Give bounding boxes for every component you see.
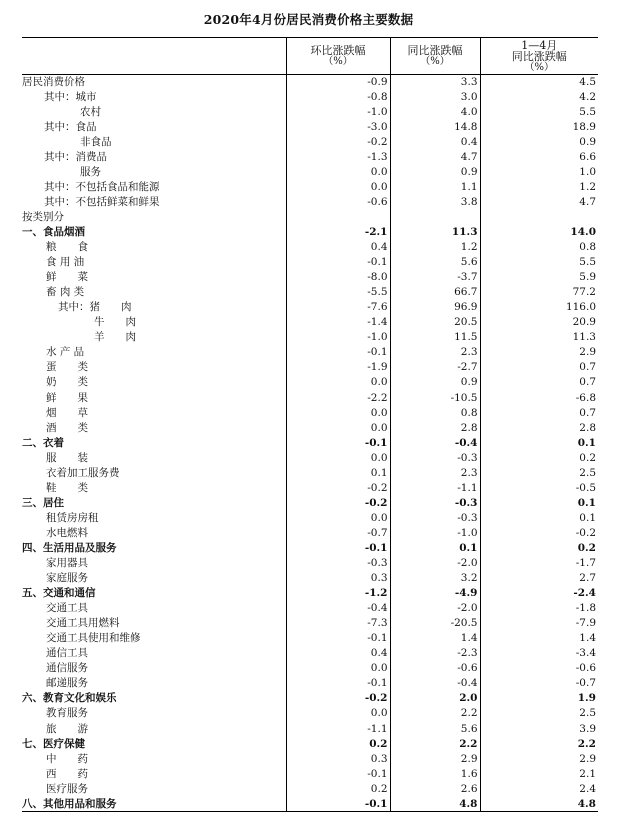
ytd-value: -0.7 xyxy=(480,676,598,691)
yoy-value: 4.8 xyxy=(390,797,480,812)
row-label: 非食品 xyxy=(80,135,112,148)
mom-value: 0.0 xyxy=(286,375,390,390)
yoy-value: -1.1 xyxy=(390,481,480,496)
ytd-value: -0.6 xyxy=(480,661,598,676)
ytd-value: -6.8 xyxy=(480,390,598,405)
yoy-value: 3.2 xyxy=(390,571,480,586)
row-label: 其中：食品 xyxy=(44,120,97,133)
table-row xyxy=(22,466,598,481)
ytd-value: 4.8 xyxy=(480,797,598,812)
yoy-value: 2.0 xyxy=(390,691,480,706)
table-row xyxy=(22,541,598,556)
mom-value: 0.2 xyxy=(286,737,390,752)
mom-value: -3.0 xyxy=(286,120,390,135)
table-body xyxy=(22,75,598,812)
ytd-value: -3.4 xyxy=(480,646,598,661)
row-label: 服 装 xyxy=(46,451,88,464)
table-row xyxy=(22,75,598,90)
yoy-value: 2.3 xyxy=(390,345,480,360)
ytd-value xyxy=(480,210,598,225)
ytd-value: 2.2 xyxy=(480,737,598,752)
row-label: 居民消费价格 xyxy=(22,75,85,88)
row-label: 服务 xyxy=(80,165,101,178)
yoy-value: 3.8 xyxy=(390,195,480,210)
row-label: 四、生活用品及服务 xyxy=(22,541,117,554)
table-row xyxy=(22,406,598,421)
row-label: 奶 类 xyxy=(46,376,88,389)
ytd-value: 1.9 xyxy=(480,691,598,706)
row-label: 通信服务 xyxy=(46,662,88,675)
yoy-value: 0.1 xyxy=(390,541,480,556)
mom-value: 0.3 xyxy=(286,571,390,586)
mom-value: -0.6 xyxy=(286,195,390,210)
yoy-value: 96.9 xyxy=(390,300,480,315)
yoy-value: -4.9 xyxy=(390,586,480,601)
table-row xyxy=(22,210,598,225)
table-row xyxy=(22,270,598,285)
row-label: 其中：城市 xyxy=(44,90,97,103)
row-label: 按类别分 xyxy=(22,210,64,223)
ytd-value: 6.6 xyxy=(480,150,598,165)
row-label: 一、食品烟酒 xyxy=(22,225,85,238)
table-row xyxy=(22,165,598,180)
yoy-value: -0.4 xyxy=(390,436,480,451)
yoy-value: 2.6 xyxy=(390,782,480,797)
mom-value: -0.2 xyxy=(286,481,390,496)
mom-value: -0.1 xyxy=(286,541,390,556)
mom-value: -0.1 xyxy=(286,436,390,451)
mom-value: -2.2 xyxy=(286,390,390,405)
table-row xyxy=(22,90,598,105)
row-label: 西 药 xyxy=(46,767,88,780)
row-label: 租赁房房租 xyxy=(46,511,99,524)
table-row xyxy=(22,360,598,375)
table-row xyxy=(22,330,598,345)
mom-value: 0.0 xyxy=(286,421,390,436)
yoy-value: 11.3 xyxy=(390,225,480,240)
yoy-value: -1.0 xyxy=(390,526,480,541)
row-label: 水 产 品 xyxy=(46,346,85,359)
yoy-value: 14.8 xyxy=(390,120,480,135)
ytd-value: 77.2 xyxy=(480,285,598,300)
mom-value: 0.0 xyxy=(286,180,390,195)
ytd-value: -0.5 xyxy=(480,481,598,496)
row-label: 粮 食 xyxy=(46,241,88,254)
ytd-value: 5.5 xyxy=(480,105,598,120)
mom-value: 0.4 xyxy=(286,240,390,255)
ytd-value: -0.2 xyxy=(480,526,598,541)
yoy-value: 0.8 xyxy=(390,406,480,421)
ytd-value: 0.8 xyxy=(480,240,598,255)
table-row xyxy=(22,676,598,691)
ytd-value: 2.5 xyxy=(480,466,598,481)
yoy-value: 2.3 xyxy=(390,466,480,481)
header-mom-unit: （%） xyxy=(323,56,353,67)
yoy-value: -0.3 xyxy=(390,451,480,466)
table-row xyxy=(22,481,598,496)
header-row xyxy=(22,38,598,75)
mom-value: -0.1 xyxy=(286,767,390,782)
mom-value: -0.2 xyxy=(286,496,390,511)
yoy-value: -2.7 xyxy=(390,360,480,375)
ytd-value: 3.9 xyxy=(480,722,598,737)
table-row xyxy=(22,526,598,541)
row-label: 交通工具 xyxy=(46,602,88,615)
mom-value: -2.1 xyxy=(286,225,390,240)
table-row xyxy=(22,240,598,255)
mom-value: 0.3 xyxy=(286,752,390,767)
row-label: 邮递服务 xyxy=(46,677,88,690)
ytd-value: 5.9 xyxy=(480,270,598,285)
header-yoy-change xyxy=(390,38,480,75)
ytd-value: 5.5 xyxy=(480,255,598,270)
yoy-value: 4.0 xyxy=(390,105,480,120)
table-row xyxy=(22,661,598,676)
table-row xyxy=(22,616,598,631)
mom-value: -0.1 xyxy=(286,345,390,360)
mom-value: -1.9 xyxy=(286,360,390,375)
table-row xyxy=(22,225,598,240)
row-label: 三、居住 xyxy=(22,496,64,509)
header-mom-change xyxy=(286,38,390,75)
row-label: 鲜 菜 xyxy=(46,271,88,284)
row-label: 家用器具 xyxy=(46,557,88,570)
yoy-value: 0.9 xyxy=(390,375,480,390)
row-label: 通信工具 xyxy=(46,647,88,660)
ytd-value: 1.4 xyxy=(480,631,598,646)
mom-value: -1.1 xyxy=(286,722,390,737)
row-label: 牛 肉 xyxy=(94,316,136,329)
table-row xyxy=(22,150,598,165)
yoy-value: 3.0 xyxy=(390,90,480,105)
mom-value: -0.1 xyxy=(286,797,390,812)
row-label: 鲜 果 xyxy=(46,391,88,404)
ytd-value: 0.7 xyxy=(480,360,598,375)
mom-value: 0.0 xyxy=(286,511,390,526)
yoy-value: 11.5 xyxy=(390,330,480,345)
ytd-value: 1.0 xyxy=(480,165,598,180)
mom-value: -1.4 xyxy=(286,315,390,330)
table-row xyxy=(22,511,598,526)
mom-value: -5.5 xyxy=(286,285,390,300)
row-label: 八、其他用品和服务 xyxy=(22,797,286,812)
header-ytd-period: 1—4月 xyxy=(521,38,558,52)
mom-value: 0.4 xyxy=(286,646,390,661)
table-row xyxy=(22,300,598,315)
ytd-value: 20.9 xyxy=(480,315,598,330)
ytd-value: 2.8 xyxy=(480,421,598,436)
table-row xyxy=(22,120,598,135)
table-row xyxy=(22,767,598,782)
header-ytd-unit: （%） xyxy=(524,61,554,73)
yoy-value: 1.6 xyxy=(390,767,480,782)
table-row xyxy=(22,451,598,466)
yoy-value: 2.9 xyxy=(390,752,480,767)
mom-value: -0.7 xyxy=(286,526,390,541)
table-row xyxy=(22,255,598,270)
row-label: 其中：消费品 xyxy=(44,150,107,163)
ytd-value: 0.1 xyxy=(480,511,598,526)
yoy-value: 20.5 xyxy=(390,315,480,330)
table-row xyxy=(22,195,598,210)
yoy-value: 2.8 xyxy=(390,421,480,436)
table-row xyxy=(22,390,598,405)
table-row xyxy=(22,421,598,436)
yoy-value: 0.4 xyxy=(390,135,480,150)
table-row xyxy=(22,737,598,752)
ytd-value: 0.7 xyxy=(480,375,598,390)
ytd-value: 2.4 xyxy=(480,782,598,797)
table-row xyxy=(22,135,598,150)
row-label: 鞋 类 xyxy=(46,481,88,494)
row-label: 七、医疗保健 xyxy=(22,737,85,750)
row-label: 中 药 xyxy=(46,752,88,765)
table-row xyxy=(22,797,598,812)
mom-value: 0.1 xyxy=(286,466,390,481)
mom-value: 0.0 xyxy=(286,706,390,721)
row-label: 衣着加工服务费 xyxy=(46,466,120,479)
mom-value: -1.0 xyxy=(286,330,390,345)
table-row xyxy=(22,722,598,737)
mom-value: -0.3 xyxy=(286,556,390,571)
table-row xyxy=(22,586,598,601)
table-row xyxy=(22,345,598,360)
mom-value: 0.2 xyxy=(286,782,390,797)
table-row xyxy=(22,105,598,120)
row-label: 酒 类 xyxy=(46,421,88,434)
yoy-value: -0.3 xyxy=(390,511,480,526)
row-label: 水电燃料 xyxy=(46,526,88,539)
ytd-value: -7.9 xyxy=(480,616,598,631)
ytd-value: 2.9 xyxy=(480,345,598,360)
ytd-value: 2.1 xyxy=(480,767,598,782)
yoy-value: 0.9 xyxy=(390,165,480,180)
row-label: 交通工具使用和维修 xyxy=(46,632,141,645)
row-label: 六、教育文化和娱乐 xyxy=(22,692,117,705)
mom-value: 0.0 xyxy=(286,165,390,180)
ytd-value: 11.3 xyxy=(480,330,598,345)
ytd-value: 1.2 xyxy=(480,180,598,195)
yoy-value: 1.1 xyxy=(390,180,480,195)
mom-value: -1.0 xyxy=(286,105,390,120)
mom-value: -0.1 xyxy=(286,631,390,646)
mom-value: -0.1 xyxy=(286,255,390,270)
yoy-value: 1.4 xyxy=(390,631,480,646)
yoy-value: 3.3 xyxy=(390,75,480,90)
yoy-value xyxy=(390,210,480,225)
table-row xyxy=(22,496,598,511)
yoy-value: -0.3 xyxy=(390,496,480,511)
ytd-value: 0.7 xyxy=(480,406,598,421)
mom-value: -0.1 xyxy=(286,676,390,691)
ytd-value: -2.4 xyxy=(480,586,598,601)
mom-value: -7.3 xyxy=(286,616,390,631)
yoy-value: 1.2 xyxy=(390,240,480,255)
yoy-value: 2.2 xyxy=(390,737,480,752)
ytd-value: 2.7 xyxy=(480,571,598,586)
yoy-value: -2.0 xyxy=(390,556,480,571)
row-label: 其中：猪 肉 xyxy=(58,301,132,314)
mom-value: -0.9 xyxy=(286,75,390,90)
ytd-value: 2.9 xyxy=(480,752,598,767)
yoy-value: 5.6 xyxy=(390,255,480,270)
table-row xyxy=(22,556,598,571)
mom-value: -1.2 xyxy=(286,586,390,601)
table-row xyxy=(22,436,598,451)
table-row xyxy=(22,631,598,646)
ytd-value: 0.2 xyxy=(480,541,598,556)
row-label: 其中：不包括鲜菜和鲜果 xyxy=(44,195,160,208)
mom-value xyxy=(286,210,390,225)
table-row xyxy=(22,782,598,797)
mom-value: 0.0 xyxy=(286,661,390,676)
mom-value: -0.4 xyxy=(286,601,390,616)
ytd-value: 14.0 xyxy=(480,225,598,240)
ytd-value: 4.2 xyxy=(480,90,598,105)
row-label: 畜 肉 类 xyxy=(46,286,85,299)
yoy-value: 5.6 xyxy=(390,722,480,737)
row-label: 旅 游 xyxy=(46,722,88,735)
table-row xyxy=(22,752,598,767)
ytd-value: -1.7 xyxy=(480,556,598,571)
mom-value: -0.2 xyxy=(286,135,390,150)
table-header xyxy=(22,38,598,75)
table-row xyxy=(22,691,598,706)
mom-value: -0.2 xyxy=(286,691,390,706)
header-item-column xyxy=(22,38,286,75)
yoy-value: -2.3 xyxy=(390,646,480,661)
row-label: 食 用 油 xyxy=(46,256,85,269)
ytd-value: 4.5 xyxy=(480,75,598,90)
yoy-value: 4.7 xyxy=(390,150,480,165)
header-yoy-unit: （%） xyxy=(420,56,450,67)
row-label: 农村 xyxy=(80,105,101,118)
ytd-value: 0.9 xyxy=(480,135,598,150)
cpi-data-table xyxy=(22,37,598,812)
ytd-value: 2.5 xyxy=(480,706,598,721)
table-row xyxy=(22,375,598,390)
yoy-value: 66.7 xyxy=(390,285,480,300)
table-row xyxy=(22,706,598,721)
mom-value: -0.8 xyxy=(286,90,390,105)
row-label: 蛋 类 xyxy=(46,361,88,374)
row-label: 教育服务 xyxy=(46,707,88,720)
table-row xyxy=(22,571,598,586)
ytd-value: 18.9 xyxy=(480,120,598,135)
table-row xyxy=(22,315,598,330)
yoy-value: -10.5 xyxy=(390,390,480,405)
mom-value: -8.0 xyxy=(286,270,390,285)
mom-value: -1.3 xyxy=(286,150,390,165)
page-title: 2020年4月份居民消费价格主要数据 xyxy=(203,12,414,27)
mom-value: 0.0 xyxy=(286,451,390,466)
table-row xyxy=(22,180,598,195)
row-label: 交通工具用燃料 xyxy=(46,617,120,630)
header-ytd-label: 同比涨跌幅 xyxy=(511,49,567,63)
mom-value: 0.0 xyxy=(286,406,390,421)
row-label: 五、交通和通信 xyxy=(22,587,96,600)
row-label: 羊 肉 xyxy=(94,331,136,344)
ytd-value: 116.0 xyxy=(480,300,598,315)
table-row xyxy=(22,601,598,616)
ytd-value: -1.8 xyxy=(480,601,598,616)
row-label: 家庭服务 xyxy=(46,572,88,585)
row-label: 医疗服务 xyxy=(46,782,88,795)
row-label: 烟 草 xyxy=(46,406,88,419)
yoy-value: 2.2 xyxy=(390,706,480,721)
yoy-value: -20.5 xyxy=(390,616,480,631)
table-row xyxy=(22,646,598,661)
header-yoy-label: 同比涨跌幅 xyxy=(407,44,463,57)
mom-value: -7.6 xyxy=(286,300,390,315)
ytd-value: 0.1 xyxy=(480,436,598,451)
header-ytd-change xyxy=(480,38,598,75)
header-mom-label: 环比涨跌幅 xyxy=(310,44,366,57)
row-label: 二、衣着 xyxy=(22,436,64,449)
yoy-value: -0.4 xyxy=(390,676,480,691)
ytd-value: 0.2 xyxy=(480,451,598,466)
yoy-value: -3.7 xyxy=(390,270,480,285)
ytd-value: 4.7 xyxy=(480,195,598,210)
yoy-value: -2.0 xyxy=(390,601,480,616)
ytd-value: 0.1 xyxy=(480,496,598,511)
table-row xyxy=(22,285,598,300)
row-label: 其中：不包括食品和能源 xyxy=(44,180,160,193)
yoy-value: -0.6 xyxy=(390,661,480,676)
